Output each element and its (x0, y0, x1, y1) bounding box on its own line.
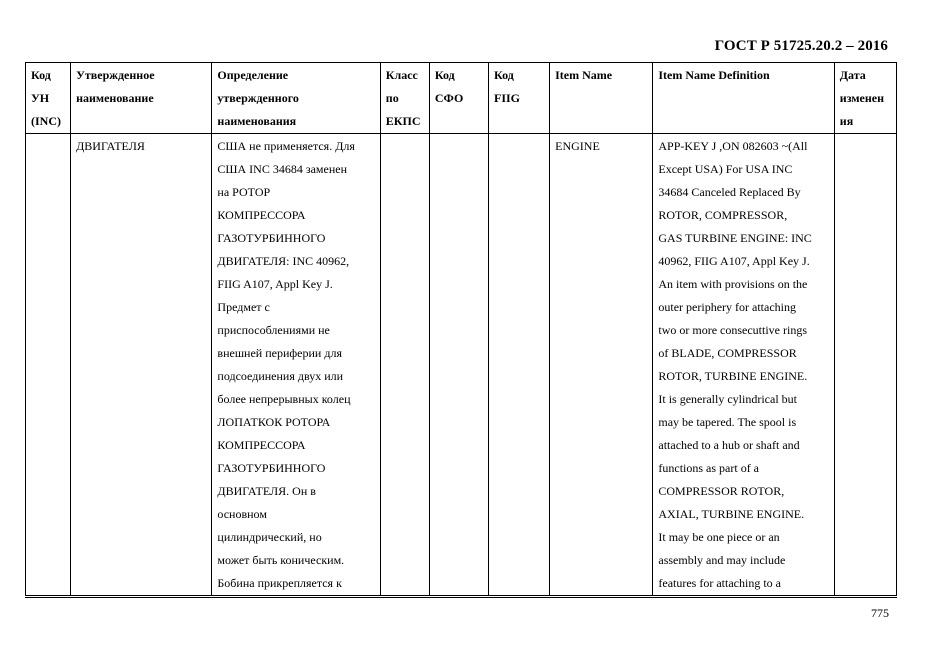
text-line: КОМПРЕССОРА (217, 438, 306, 452)
text-line: AXIAL, TURBINE ENGINE. (658, 507, 805, 521)
text-line: внешней периферии для (217, 346, 342, 360)
text-line: outer periphery for attaching (658, 300, 796, 314)
text-line: may be tapered. The spool is (658, 415, 797, 429)
text-line: attached to a hub or shaft and (658, 438, 800, 452)
cell-approved-name (71, 134, 212, 596)
text-line: 34684 Canceled Replaced By (658, 185, 801, 199)
text-line: Код (494, 68, 514, 82)
col-header-fiig-code (489, 63, 550, 134)
text-line: УН (31, 91, 50, 105)
text-line: (INC) (31, 114, 61, 128)
text-line: ROTOR, TURBINE ENGINE. (658, 369, 808, 383)
text-line: It is generally cylindrical but (658, 392, 797, 406)
text-line: может быть коническим. (217, 553, 345, 567)
text-line: Код (31, 68, 51, 82)
cell-inc (26, 134, 71, 596)
text-line: Утвержденное (76, 68, 155, 82)
text-line: СФО (434, 91, 464, 105)
text-line: 40962, FIIG A107, Appl Key J. (658, 254, 810, 268)
text-line: ROTOR, COMPRESSOR, (658, 208, 788, 222)
table-row (26, 134, 897, 596)
page-number: 775 (871, 606, 889, 620)
text-line: по (385, 91, 399, 105)
text-line: Код (434, 68, 455, 82)
text-line: Item Name (555, 68, 613, 82)
text-line: более непрерывных колец (217, 392, 351, 406)
text-line: Бобина прикрепляется к (217, 576, 342, 590)
table-header-row (26, 63, 897, 134)
cell-fiig-code (489, 134, 550, 596)
text-line: ЕКПС (385, 114, 421, 128)
text-line: COMPRESSOR ROTOR, (658, 484, 785, 498)
text-line: КОМПРЕССОРА (217, 208, 306, 222)
text-line: основном (217, 507, 267, 521)
col-header-definition (212, 63, 380, 134)
text-line: США не применяется. Для (217, 139, 355, 153)
col-header-sfo-code (429, 63, 488, 134)
col-header-item-name (550, 63, 653, 134)
text-line: ГАЗОТУРБИННОГО (217, 231, 326, 245)
cell-ekps-class (380, 134, 429, 596)
table-bottom-rule (25, 597, 897, 598)
col-header-approved-name (71, 63, 212, 134)
cell-change-date (834, 134, 896, 596)
text-line: Класс (385, 68, 418, 82)
text-line: Except USA) For USA INC (658, 162, 793, 176)
nomenclature-table (25, 62, 897, 596)
text-line: Определение (217, 68, 289, 82)
text-line: цилиндрический, но (217, 530, 322, 544)
cell-item-name-definition (653, 134, 834, 596)
text-line: утвержденного (217, 91, 299, 105)
text-line: на РОТОР (217, 185, 271, 199)
text-line: FIIG (494, 91, 521, 105)
text-line: Предмет с (217, 300, 270, 314)
text-line: приспособлениями не (217, 323, 330, 337)
cell-sfo-code (429, 134, 488, 596)
text-line: ENGINE (555, 139, 600, 153)
text-line: ДВИГАТЕЛЯ: INC 40962, (217, 254, 350, 268)
text-line: An item with provisions on the (658, 277, 808, 291)
text-line: functions as part of a (658, 461, 760, 475)
text-line: наименование (76, 91, 154, 105)
text-line: ия (839, 114, 854, 128)
text-line: подсоединения двух или (217, 369, 344, 383)
text-line: Item Name Definition (658, 68, 770, 82)
text-line: ДВИГАТЕЛЯ. Он в (217, 484, 316, 498)
text-line: features for attaching to a (658, 576, 781, 590)
text-line: of BLADE, COMPRESSOR (658, 346, 797, 360)
standard-title: ГОСТ Р 51725.20.2 – 2016 (714, 38, 888, 54)
col-header-change-date (834, 63, 896, 134)
text-line: ЛОПАТКОК РОТОРА (217, 415, 331, 429)
text-line: assembly and may include (658, 553, 786, 567)
cell-definition-ru (212, 134, 380, 596)
text-line: GAS TURBINE ENGINE: INC (658, 231, 812, 245)
col-header-ekps-class (380, 63, 429, 134)
text-line: США INC 34684 заменен (217, 162, 348, 176)
col-header-item-name-definition (653, 63, 834, 134)
cell-item-name (550, 134, 653, 596)
col-header-inc (26, 63, 71, 134)
text-line: FIIG A107, Appl Key J. (217, 277, 333, 291)
text-line: наименования (217, 114, 297, 128)
text-line: Дата (839, 68, 866, 82)
text-line: ГАЗОТУРБИННОГО (217, 461, 326, 475)
text-line: ДВИГАТЕЛЯ (76, 139, 145, 153)
text-line: two or more consecuttive rings (658, 323, 808, 337)
text-line: It may be one piece or an (658, 530, 780, 544)
text-line: изменен (839, 91, 885, 105)
text-line: APP-KEY J ,ON 082603 ~(All (658, 139, 808, 153)
